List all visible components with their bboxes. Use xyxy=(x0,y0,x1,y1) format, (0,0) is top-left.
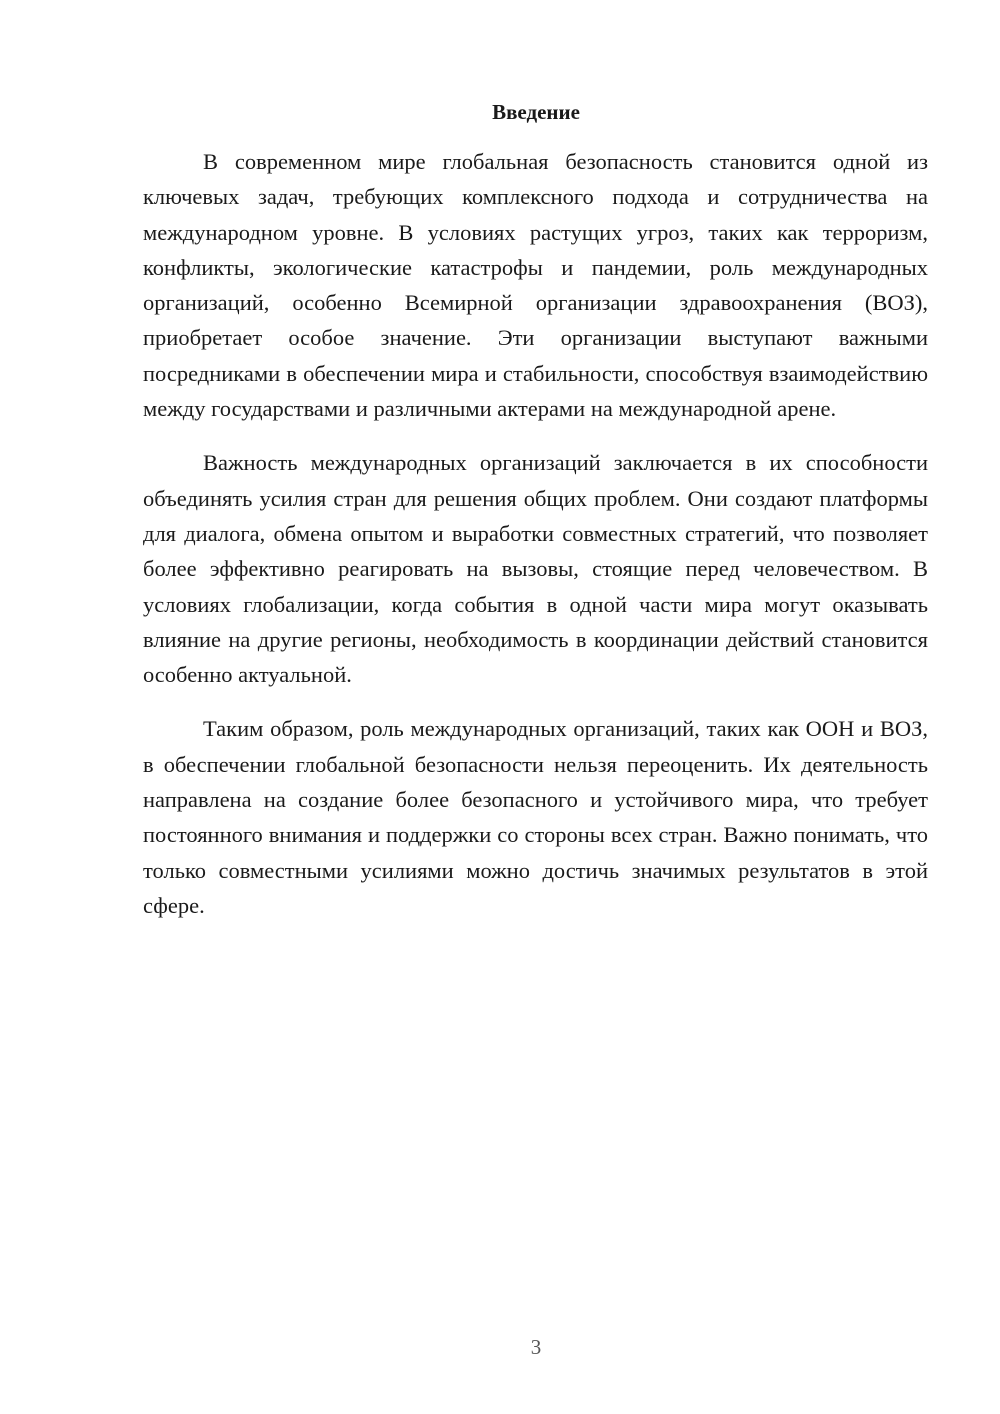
paragraph-3: Таким образом, роль международных организаций, таких как ООН и ВОЗ, в обеспечении глобальной безопасности нельзя переоценить. Их деятельность направлена на создание более безопасного и устойчивого мира, что требует постоянного внимания и поддержки со стороны всех стран. Важно понимать, что только совместными усилиями можно достичь значимых результатов в этой сфере. xyxy=(143,716,928,918)
paragraph-2: Важность международных организаций заключается в их способности объединять усилия стран для решения общих проблем. Они создают платформы для диалога, обмена опытом и выработки совместных стратегий, что позволяет более эффективно реагировать на вызовы, стоящие перед человечеством. В условиях глобализации, когда события в одной части мира могут оказывать влияние на другие регионы, необходимость в координации действий становится особенно актуальной. xyxy=(143,450,928,688)
body-text xyxy=(143,144,928,923)
section-heading: Введение xyxy=(492,100,580,124)
page-number: 3 xyxy=(530,1335,542,1359)
paragraph-1: В современном мире глобальная безопасность становится одной из ключевых задач, требующих комплексного подхода и сотрудничества на международном уровне. В условиях растущих угроз, таких как терроризм, конфликты, экологические катастрофы и пандемии, роль международных организаций, особенно Всемирной организации здравоохранения (ВОЗ), приобретает особое значение. Эти организации выступают важными посредниками в обеспечении мира и стабильности, способствуя взаимодействию между государствами и различными актерами на международной арене. xyxy=(143,149,928,422)
